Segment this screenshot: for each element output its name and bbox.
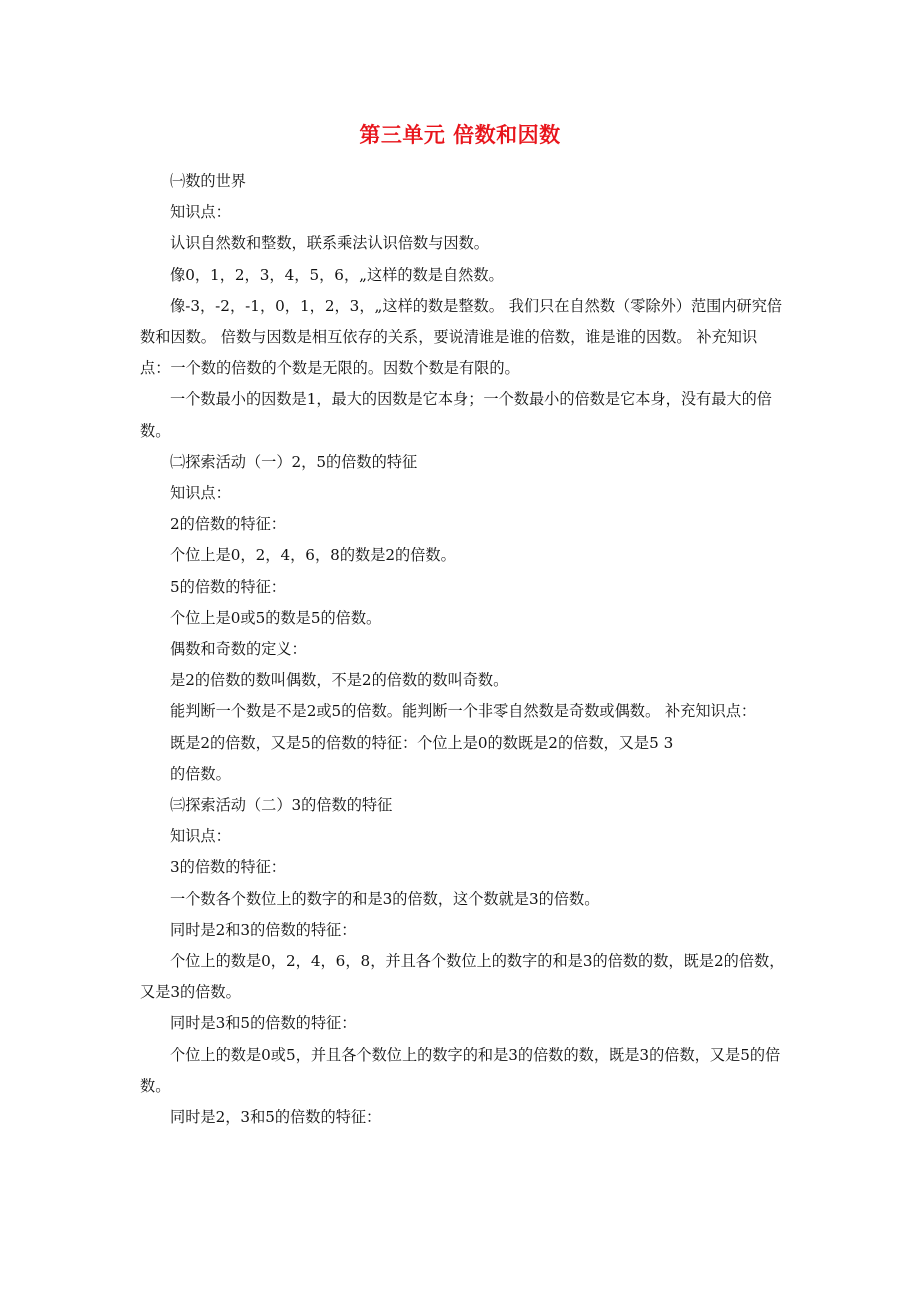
- paragraph: 3的倍数的特征：: [170, 858, 286, 877]
- paragraph: 一个数最小的因数是1，最大的因数是它本身；一个数最小的倍数是它本身，没有最大的倍数。: [140, 390, 772, 440]
- paragraph: 个位上的数是0或5，并且各个数位上的数字的和是3的倍数的数，既是3的倍数，又是5的倍数。: [140, 1045, 781, 1095]
- paragraph: 5的倍数的特征：: [170, 577, 286, 596]
- paragraph: 个位上是0，2，4，6，8的数是2的倍数。: [170, 546, 456, 565]
- paragraph: 知识点：: [170, 203, 231, 222]
- paragraph: 知识点：: [170, 827, 231, 846]
- document-body: [140, 166, 785, 1133]
- paragraph: 像0，1，2，3，4，5，6，„这样的数是自然数。: [170, 265, 504, 284]
- paragraph: 能判断一个数是不是2或5的倍数。能判断一个非零自然数是奇数或偶数。 补充知识点：: [170, 702, 757, 721]
- paragraph: 偶数和奇数的定义：: [170, 640, 307, 659]
- paragraph: 2的倍数的特征：: [170, 515, 286, 534]
- paragraph: 是2的倍数的数叫偶数，不是2的倍数的数叫奇数。: [170, 671, 509, 690]
- paragraph: 个位上是0或5的数是5的倍数。: [170, 608, 382, 627]
- section-heading: ㈡探索活动（一）2，5的倍数的特征: [170, 452, 418, 471]
- section-heading: ㈠数的世界: [170, 172, 246, 190]
- paragraph: 像-3，-2，-1，0，1，2，3，„这样的数是整数。 我们只在自然数（零除外）范围内研究倍数和因数。 倍数与因数是相互依存的关系，要说清谁是谁的倍数，谁是谁的因数。 补充知识点：一个数的倍数的个数是无限的。因数个数是有限的。: [140, 296, 783, 378]
- paragraph: 同时是2，3和5的倍数的特征：: [170, 1108, 382, 1127]
- paragraph: 同时是2和3的倍数的特征：: [170, 920, 357, 939]
- page-title: 第三单元 倍数和因数: [359, 123, 561, 147]
- paragraph: 同时是3和5的倍数的特征：: [170, 1014, 357, 1033]
- section-heading: ㈢探索活动（二）3的倍数的特征: [170, 796, 393, 815]
- paragraph: 个位上的数是0，2，4，6，8，并且各个数位上的数字的和是3的倍数的数，既是2的倍数，又是3的倍数。: [140, 952, 785, 1002]
- paragraph: 知识点：: [170, 484, 231, 503]
- paragraph: 既是2的倍数，又是5的倍数的特征：个位上是0的数既是2的倍数，又是5 3: [170, 733, 674, 752]
- paragraph: 的倍数。: [170, 764, 231, 783]
- paragraph: 认识自然数和整数，联系乘法认识倍数与因数。: [170, 234, 489, 253]
- paragraph: 一个数各个数位上的数字的和是3的倍数，这个数就是3的倍数。: [170, 889, 600, 908]
